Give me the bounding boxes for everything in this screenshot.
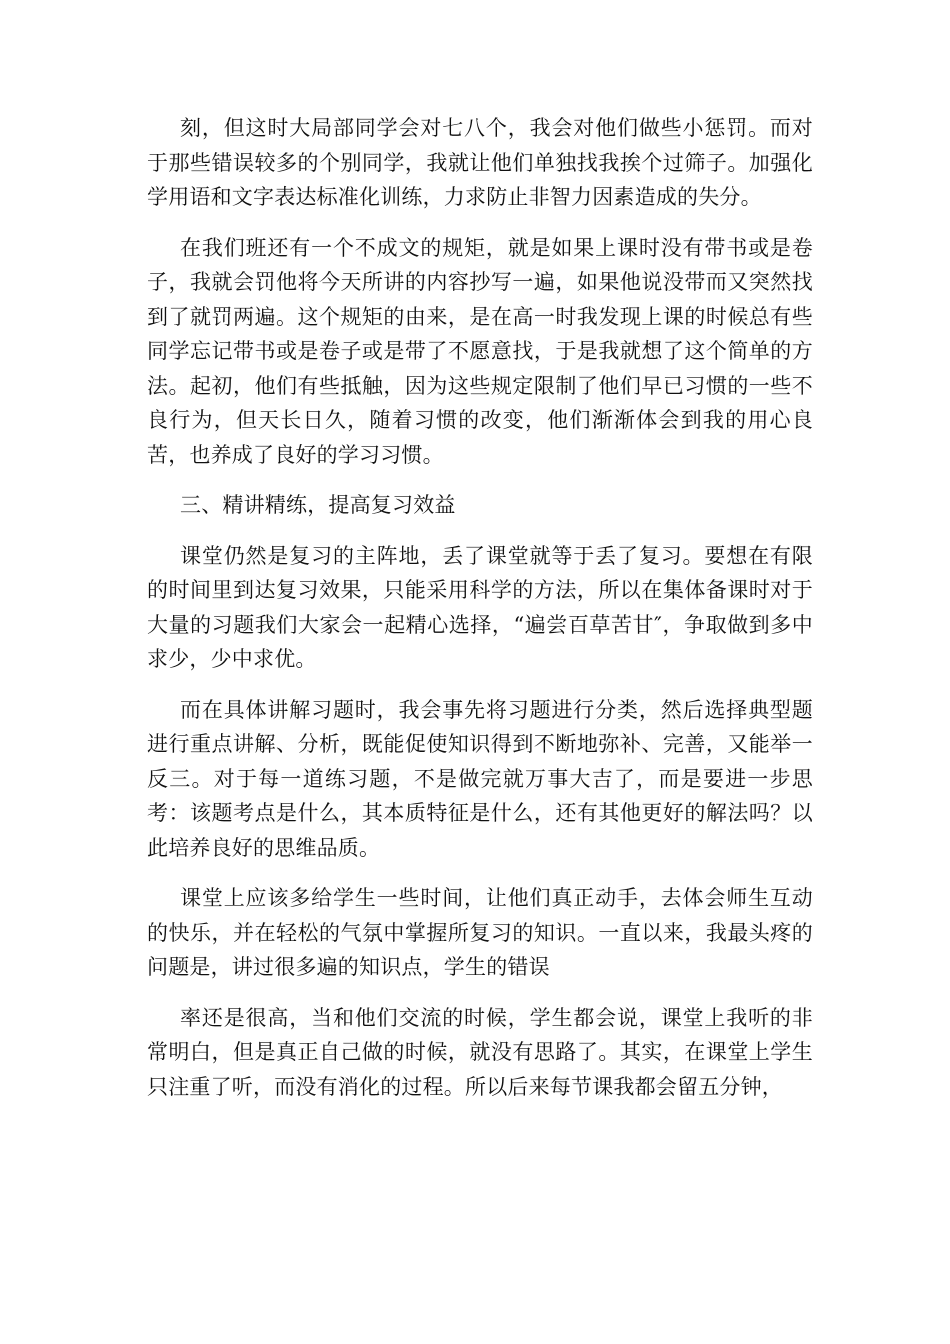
paragraph-penalty-continued: 刻，但这时大局部同学会对七八个，我会对他们做些小惩罚。而对于那些错误较多的个别同学，我就让他们单独找我挨个过筛子。加强化学用语和文字表达标准化训练，力求防止非智力因素造成的失分。 — [147, 116, 813, 209]
paragraph-exercise-explanation: 而在具体讲解习题时，我会事先将习题进行分类，然后选择典型题进行重点讲解、分析，既能促使知识得到不断地弥补、完善，又能举一反三。对于每一道练习题，不是做完就万事大吉了，而是要进一步思考：该题考点是什么，其本质特征是什么，还有其他更好的解法吗？以此培养良好的思维品质。 — [147, 697, 813, 860]
paragraph-classroom-main: 课堂仍然是复习的主阵地，丢了课堂就等于丢了复习。要想在有限的时间里到达复习效果，只能采用科学的方法，所以在集体备课时对于大量的习题我们大家会一起精心选择，“遍尝百草苦甘″，争取做到多中求少，少中求优。 — [147, 543, 813, 671]
paragraph-error-rate: 率还是很高，当和他们交流的时候，学生都会说，课堂上我听的非常明白，但是真正自己做的时候，就没有思路了。其实，在课堂上学生只注重了听，而没有消化的过程。所以后来每节课我都会留五分钟， — [147, 1005, 813, 1099]
paragraph-student-time: 课堂上应该多给学生一些时间，让他们真正动手，去体会师生互动的快乐，并在轻松的气氛中掌握所复习的知识。一直以来，我最头疼的问题是，讲过很多遍的知识点，学生的错误 — [147, 886, 813, 979]
section-heading-3: 三、精讲精练，提高复习效益 — [180, 493, 456, 517]
paragraph-class-rule: 在我们班还有一个不成文的规矩，就是如果上课时没有带书或是卷子，我就会罚他将今天所讲的内容抄写一遍，如果他说没带而又突然找到了就罚两遍。这个规矩的由来，是在高一时我发现上课的时候总有些同学忘记带书或是卷子或是带了不愿意找，于是我就想了这个简单的方法。起初，他们有些抵触，因为这些规定限制了他们早已习惯的一些不良行为，但天长日久，随着习惯的改变，他们渐渐体会到我的用心良苦，也养成了良好的学习习惯。 — [147, 235, 813, 467]
document-body — [147, 111, 813, 1120]
